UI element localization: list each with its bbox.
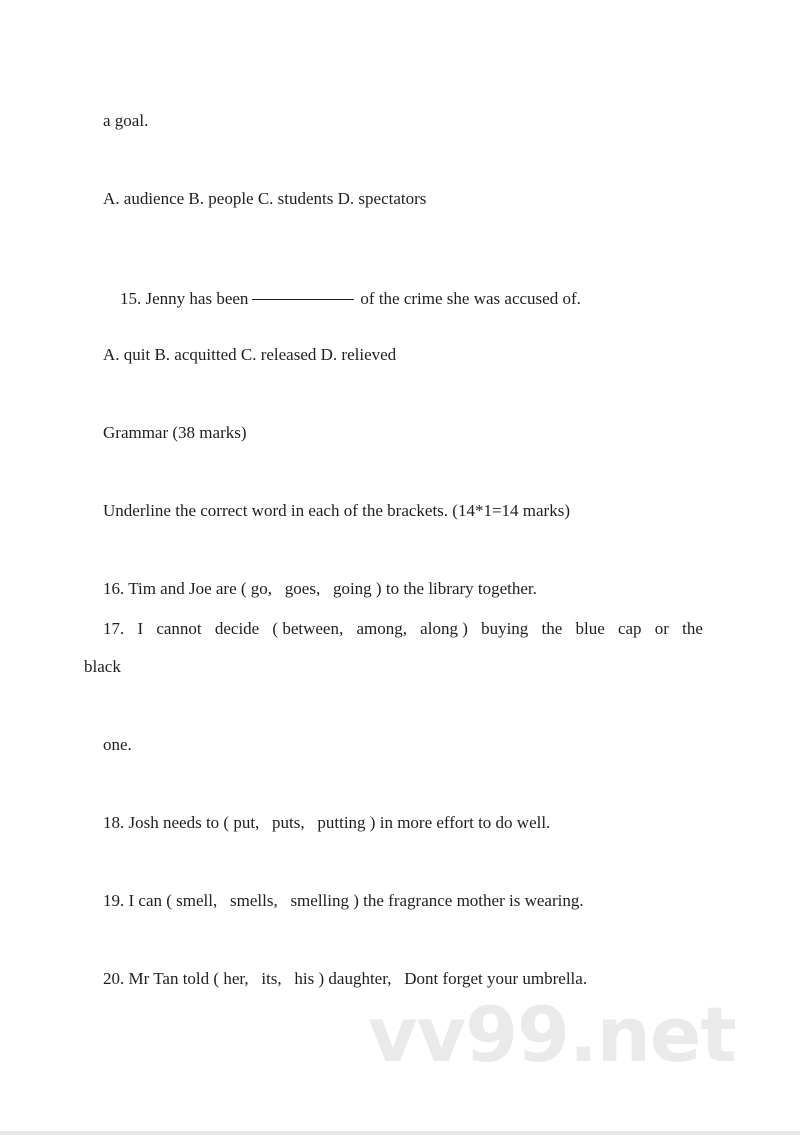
question-18: 18. Josh needs to ( put, puts, putting ) in more effort to do well. [103,813,551,832]
question-17-word: I [137,619,144,638]
question-17-word: ( between, [272,619,344,638]
section-heading: Grammar (38 marks) [103,423,247,442]
question-17-word: among, [356,619,407,638]
question-17-word: along ) [420,619,468,638]
question-17-continuation: black [84,657,121,676]
question-17-word: the [682,619,703,638]
answer-blank [252,299,354,300]
question-16: 16. Tim and Joe are ( go, goes, going ) to the library together. [103,579,537,598]
question-20: 20. Mr Tan told ( her, its, his ) daughter, Dont forget your umbrella. [103,969,588,988]
question-19: 19. I can ( smell, smells, smelling ) the fragrance mother is wearing. [103,891,584,910]
page-bottom-divider [0,1131,800,1135]
question-17-word: cannot [156,619,202,638]
question-17-end: one. [103,735,132,754]
question-17-word: cap [617,619,642,638]
question-17-word: buying [481,619,529,638]
question-15-start: 15. Jenny has been [120,289,249,308]
answer-options-15: A. quit B. acquitted C. released D. relieved [103,345,397,364]
text-line: a goal. [103,111,149,130]
question-17-word: 17. [103,619,125,638]
section-instruction: Underline the correct word in each of the brackets. (14*1=14 marks) [103,501,570,520]
watermark-logo: vv99.net [368,990,736,1079]
question-17-word: the [541,619,563,638]
question-17-word: blue [575,619,605,638]
question-15 [103,266,581,332]
question-17-word: or [654,619,669,638]
question-17 [103,618,703,640]
question-17-word: decide [214,619,260,638]
question-15-end: of the crime she was accused of. [360,289,581,308]
answer-options-14: A. audience B. people C. students D. spectators [103,189,427,208]
